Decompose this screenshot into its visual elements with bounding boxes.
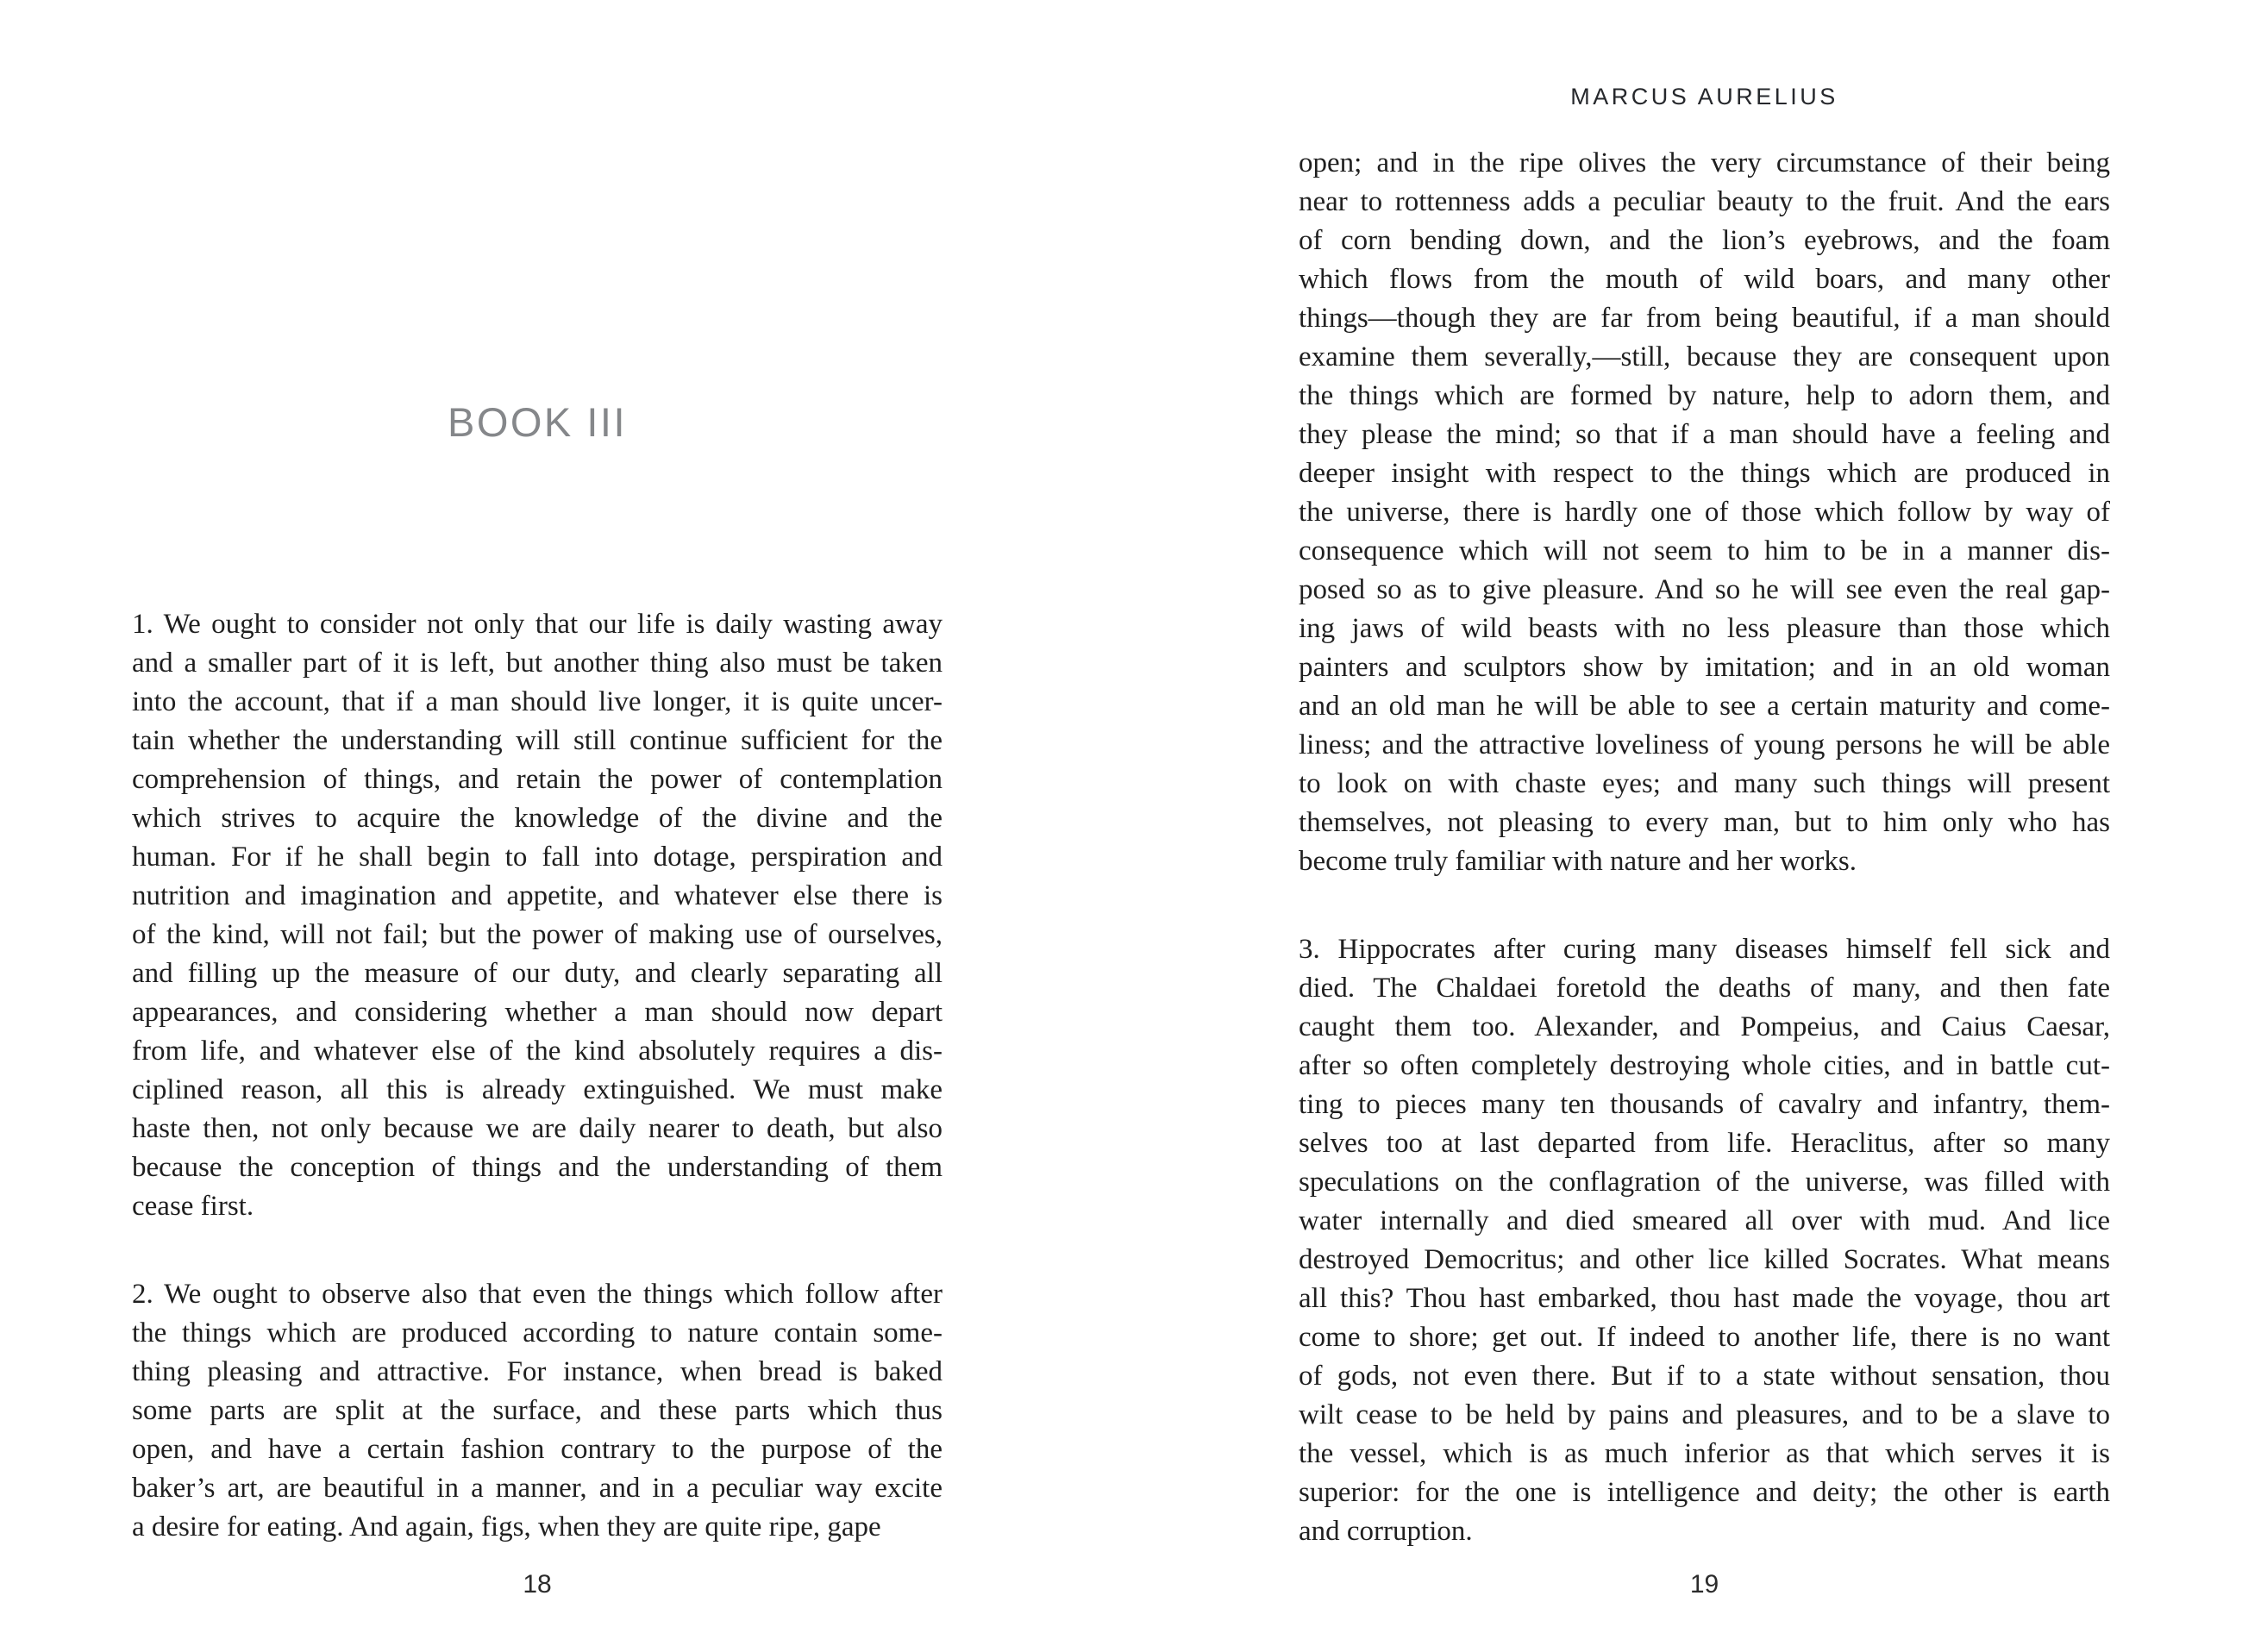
- text-line: deeper insight with respect to the things which are produced in: [1299, 458, 2110, 489]
- paragraph-2: [132, 1275, 943, 1547]
- text-line: tain whether the understanding will still continue sufficient for the: [132, 725, 943, 756]
- text-line: speculations on the conflagration of the universe, was filled with: [1299, 1167, 2110, 1198]
- text-line: appearances, and considering whether a man should now depart: [132, 997, 943, 1028]
- text-line: which flows from the mouth of wild boars, and many other: [1299, 264, 2110, 295]
- text-line: the things which are produced according to nature contain some-: [132, 1317, 943, 1349]
- text-line: died. The Chaldaei foretold the deaths of many, and then fate: [1299, 973, 2110, 1004]
- right-text-block: [1299, 144, 2110, 1551]
- paragraph-2-continued: [1299, 144, 2110, 881]
- text-line: painters and sculptors show by imitation; and in an old woman: [1299, 652, 2110, 683]
- text-line: posed so as to give pleasure. And so he will see even the real gap-: [1299, 574, 2110, 605]
- text-line: things—though they are far from being beautiful, if a man should: [1299, 303, 2110, 334]
- paragraph-1: [132, 605, 943, 1226]
- text-line: which strives to acquire the knowledge of the divine and the: [132, 803, 943, 834]
- running-header: MARCUS AURELIUS: [1570, 84, 1838, 110]
- text-line: themselves, not pleasing to every man, but to him only who has: [1299, 807, 2110, 838]
- text-line: liness; and the attractive loveliness of young persons he will be able: [1299, 729, 2110, 760]
- text-line: cease first.: [132, 1191, 254, 1222]
- text-line: nutrition and imagination and appetite, and whatever else there is: [132, 880, 943, 911]
- text-line: all this? Thou hast embarked, thou hast made the voyage, thou art: [1299, 1283, 2110, 1314]
- text-line: comprehension of things, and retain the power of contemplation: [132, 764, 943, 795]
- text-line: destroyed Democritus; and other lice killed Socrates. What means: [1299, 1244, 2110, 1275]
- page-left: [132, 0, 943, 1652]
- text-line: and a smaller part of it is left, but another thing also must be taken: [132, 648, 943, 679]
- text-line: come to shore; get out. If indeed to another life, there is no want: [1299, 1322, 2110, 1353]
- text-line: water internally and died smeared all over with mud. And lice: [1299, 1205, 2110, 1236]
- text-line: ing jaws of wild beasts with no less pleasure than those which: [1299, 613, 2110, 644]
- text-line: the universe, there is hardly one of those which follow by way of: [1299, 497, 2110, 528]
- text-line: ting to pieces many ten thousands of cavalry and infantry, them-: [1299, 1089, 2110, 1120]
- text-line: selves too at last departed from life. Heraclitus, after so many: [1299, 1128, 2110, 1159]
- text-line: become truly familiar with nature and her works.: [1299, 846, 1857, 877]
- text-line: baker’s art, are beautiful in a manner, and in a peculiar way excite: [132, 1473, 943, 1504]
- paragraph-3: [1299, 930, 2110, 1551]
- text-line: open, and have a certain fashion contrary to the purpose of the: [132, 1434, 943, 1465]
- text-line: of the kind, will not fail; but the power of making use of ourselves,: [132, 919, 943, 950]
- chapter-heading: BOOK III: [447, 399, 628, 445]
- text-line: examine them severally,—still, because they are consequent upon: [1299, 341, 2110, 372]
- text-line: into the account, that if a man should live longer, it is quite uncer-: [132, 686, 943, 717]
- text-line: after so often completely destroying whole cities, and in battle cut-: [1299, 1050, 2110, 1081]
- text-line: they please the mind; so that if a man should have a feeling and: [1299, 419, 2110, 450]
- text-line: a desire for eating. And again, figs, when they are quite ripe, gape: [132, 1511, 881, 1542]
- text-line: the things which are formed by nature, help to adorn them, and: [1299, 380, 2110, 411]
- text-line: caught them too. Alexander, and Pompeius, and Caius Caesar,: [1299, 1011, 2110, 1042]
- text-line: and an old man he will be able to see a certain maturity and come-: [1299, 691, 2110, 722]
- page-number-left: 18: [523, 1570, 552, 1599]
- text-line: because the conception of things and the understanding of them: [132, 1152, 943, 1183]
- text-line: ciplined reason, all this is already extinguished. We must make: [132, 1074, 943, 1105]
- text-line: open; and in the ripe olives the very circumstance of their being: [1299, 147, 2110, 178]
- text-line: superior: for the one is intelligence and deity; the other is earth: [1299, 1477, 2110, 1508]
- text-line: some parts are split at the surface, and these parts which thus: [132, 1395, 943, 1426]
- text-line: and filling up the measure of our duty, and clearly separating all: [132, 958, 943, 989]
- text-line: to look on with chaste eyes; and many such things will present: [1299, 768, 2110, 799]
- text-line: of gods, not even there. But if to a state without sensation, thou: [1299, 1361, 2110, 1392]
- text-line: thing pleasing and attractive. For instance, when bread is baked: [132, 1356, 943, 1387]
- text-line: of corn bending down, and the lion’s eyebrows, and the foam: [1299, 225, 2110, 256]
- text-line: and corruption.: [1299, 1516, 1473, 1547]
- left-text-block: [132, 605, 943, 1547]
- text-line: from life, and whatever else of the kind absolutely requires a dis-: [132, 1036, 943, 1067]
- page-right: [1299, 0, 2110, 1652]
- page-number-right: 19: [1689, 1570, 1719, 1599]
- text-line: wilt cease to be held by pains and pleasures, and to be a slave to: [1299, 1399, 2110, 1430]
- text-line: human. For if he shall begin to fall into dotage, perspiration and: [132, 842, 943, 873]
- text-line: the vessel, which is as much inferior as that which serves it is: [1299, 1438, 2110, 1469]
- text-line: consequence which will not seem to him to be in a manner dis-: [1299, 535, 2110, 566]
- text-line: near to rottenness adds a peculiar beauty to the fruit. And the ears: [1299, 186, 2110, 217]
- text-line: 3. Hippocrates after curing many diseases himself fell sick and: [1299, 934, 2110, 965]
- text-line: 1. We ought to consider not only that our life is daily wasting away: [132, 609, 943, 640]
- text-line: 2. We ought to observe also that even the things which follow after: [132, 1279, 943, 1310]
- text-line: haste then, not only because we are daily nearer to death, but also: [132, 1113, 943, 1144]
